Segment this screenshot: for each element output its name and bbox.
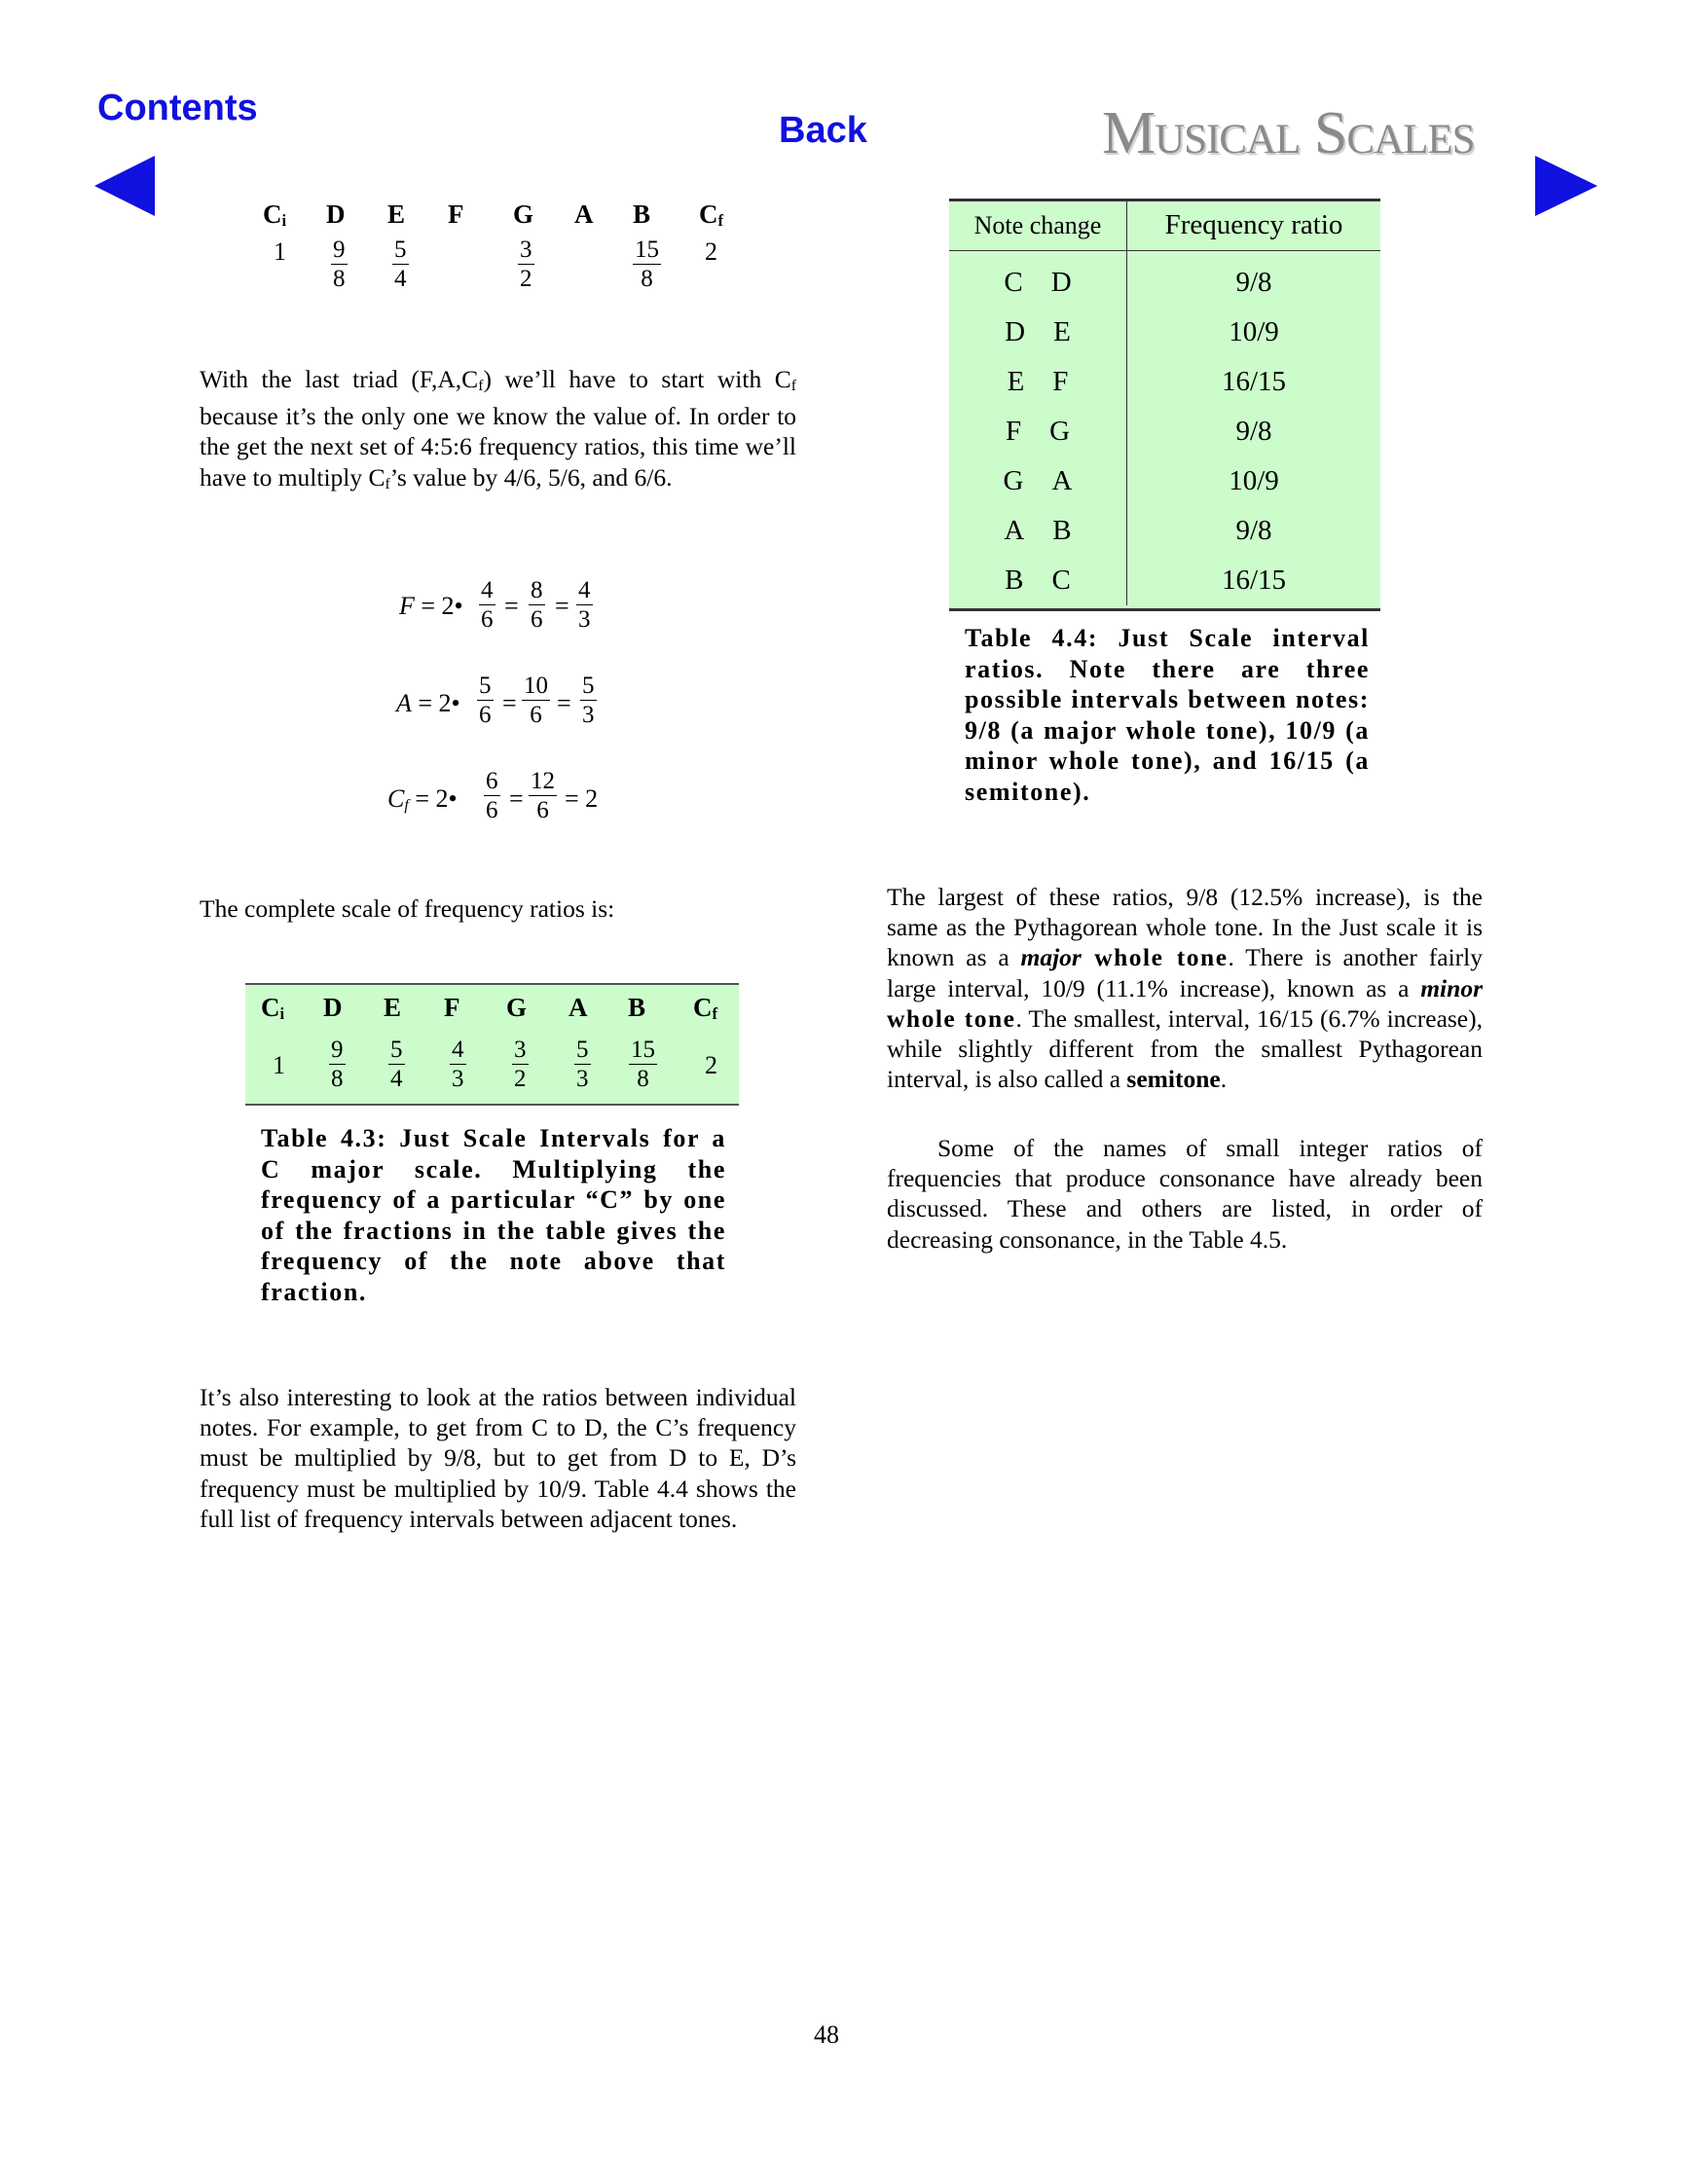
table-4-4-caption: Table 4.4: Just Scale interval ratios. Note there are three possible intervals between notes: 9/8 (a major whole tone), 10/9 (a minor whole tone), and 16/15 (a semitone). bbox=[965, 624, 1370, 806]
ratio-fraction: $\frac{3}{2}$ bbox=[514, 1037, 527, 1092]
paragraph-note-ratios: It’s also interesting to look at the ratios between individual notes. For example, to get from C to D, the C’s frequency must be multiplied by 9/8, but to get from D to E, D’s frequency must be multiplied by 10/9. Table 4.4 shows the full list of frequency intervals between adjacent tones. bbox=[200, 1383, 796, 1533]
table-row: F G 9/8 bbox=[949, 407, 1380, 456]
ratio-value: 1 bbox=[273, 1051, 285, 1079]
table-4-4 bbox=[949, 199, 1380, 611]
table-row: A B 9/8 bbox=[949, 506, 1380, 556]
note-label: D bbox=[323, 993, 343, 1022]
table-row: C D 9/8 bbox=[949, 258, 1380, 308]
paragraph-complete-scale: The complete scale of frequency ratios is: bbox=[200, 894, 615, 923]
note-label: F bbox=[444, 993, 460, 1022]
table-row: G A 10/9 bbox=[949, 456, 1380, 506]
page-header-title: Musical Scales bbox=[1102, 100, 1475, 166]
left-arrow-icon[interactable] bbox=[94, 156, 155, 216]
paragraph-triad: With the last triad $(F,A,C_f)$ we’ll have to start with $C_f$ because it’s the only one we know the value of. In order to the get the next set of 4:5:6 frequency ratios, this time we’ll have to multiply $C_f’s$ value by 4/6, 5/6, and 6/6. bbox=[200, 365, 796, 492]
note-label: $C_f$ bbox=[699, 200, 724, 230]
note-label: $C_f$ bbox=[693, 993, 718, 1023]
contents-link[interactable]: Contents bbox=[97, 88, 258, 128]
column-header-frequency-ratio: Frequency ratio bbox=[1164, 209, 1343, 241]
note-label: G bbox=[506, 993, 528, 1022]
ratio-value: 1 bbox=[274, 237, 286, 266]
note-label: B bbox=[633, 200, 651, 229]
ratio-fraction: $\frac{15}{8}$ bbox=[635, 237, 659, 292]
ratio-fraction: $\frac{15}{8}$ bbox=[631, 1037, 655, 1092]
note-label: B bbox=[628, 993, 646, 1022]
note-label: A bbox=[574, 200, 594, 229]
ratio-fraction: $\frac{5}{4}$ bbox=[394, 237, 407, 292]
ratio-fraction: $\frac{5}{3}$ bbox=[576, 1037, 589, 1092]
table-4-3-caption: Table 4.3: Just Scale Intervals for a C major scale. Multiplying the frequency of a particular “C” by one of the fractions in the table gives the frequency of the note above that fraction. bbox=[261, 1124, 726, 1306]
note-label: D bbox=[326, 200, 346, 229]
table-row: D E 10/9 bbox=[949, 308, 1380, 357]
right-arrow-icon[interactable] bbox=[1535, 156, 1597, 216]
note-label: A bbox=[569, 993, 588, 1022]
ratio-fraction: $\frac{9}{8}$ bbox=[333, 237, 346, 292]
ratio-fraction: $\frac{3}{2}$ bbox=[520, 237, 532, 292]
note-label: E bbox=[387, 200, 406, 229]
note-label: $C_i$ bbox=[263, 200, 287, 230]
paragraph-largest-ratio: The largest of these ratios, 9/8 (12.5% increase), is the same as the Pythagorean whole tone. In the Just scale it is known as a major whole tone. There is another fairly large interval, 10/9 (11.1% increase), known as a minor whole tone. The smallest, interval, 16/15 (6.7% increase), while slightly different from the smallest Pythagorean interval, is also called a semitone. bbox=[887, 883, 1483, 1094]
ratio-value: 2 bbox=[705, 237, 717, 266]
table-row: B C 16/15 bbox=[949, 556, 1380, 605]
note-label: G bbox=[513, 200, 534, 229]
note-label: $C_i$ bbox=[261, 993, 285, 1023]
back-link[interactable]: Back bbox=[779, 110, 867, 151]
ratio-fraction: $\frac{5}{4}$ bbox=[390, 1037, 403, 1092]
ratio-value: 2 bbox=[705, 1051, 717, 1079]
note-label: E bbox=[384, 993, 402, 1022]
paragraph-consonance-names: Some of the names of small integer ratios of frequencies that produce consonance have already been discussed. These and others are listed, in order of decreasing consonance, in the Table 4.5. bbox=[887, 1134, 1483, 1254]
ratio-fraction: $\frac{9}{8}$ bbox=[331, 1037, 344, 1092]
note-label: F bbox=[448, 200, 464, 229]
frequency-ratio-table bbox=[949, 201, 1380, 605]
ratio-fraction: $\frac{4}{3}$ bbox=[452, 1037, 464, 1092]
page-number: 48 bbox=[814, 2020, 839, 2049]
table-4-3 bbox=[245, 983, 739, 1106]
column-header-note-change: Note change bbox=[949, 201, 1127, 250]
table-row: E F 16/15 bbox=[949, 357, 1380, 407]
